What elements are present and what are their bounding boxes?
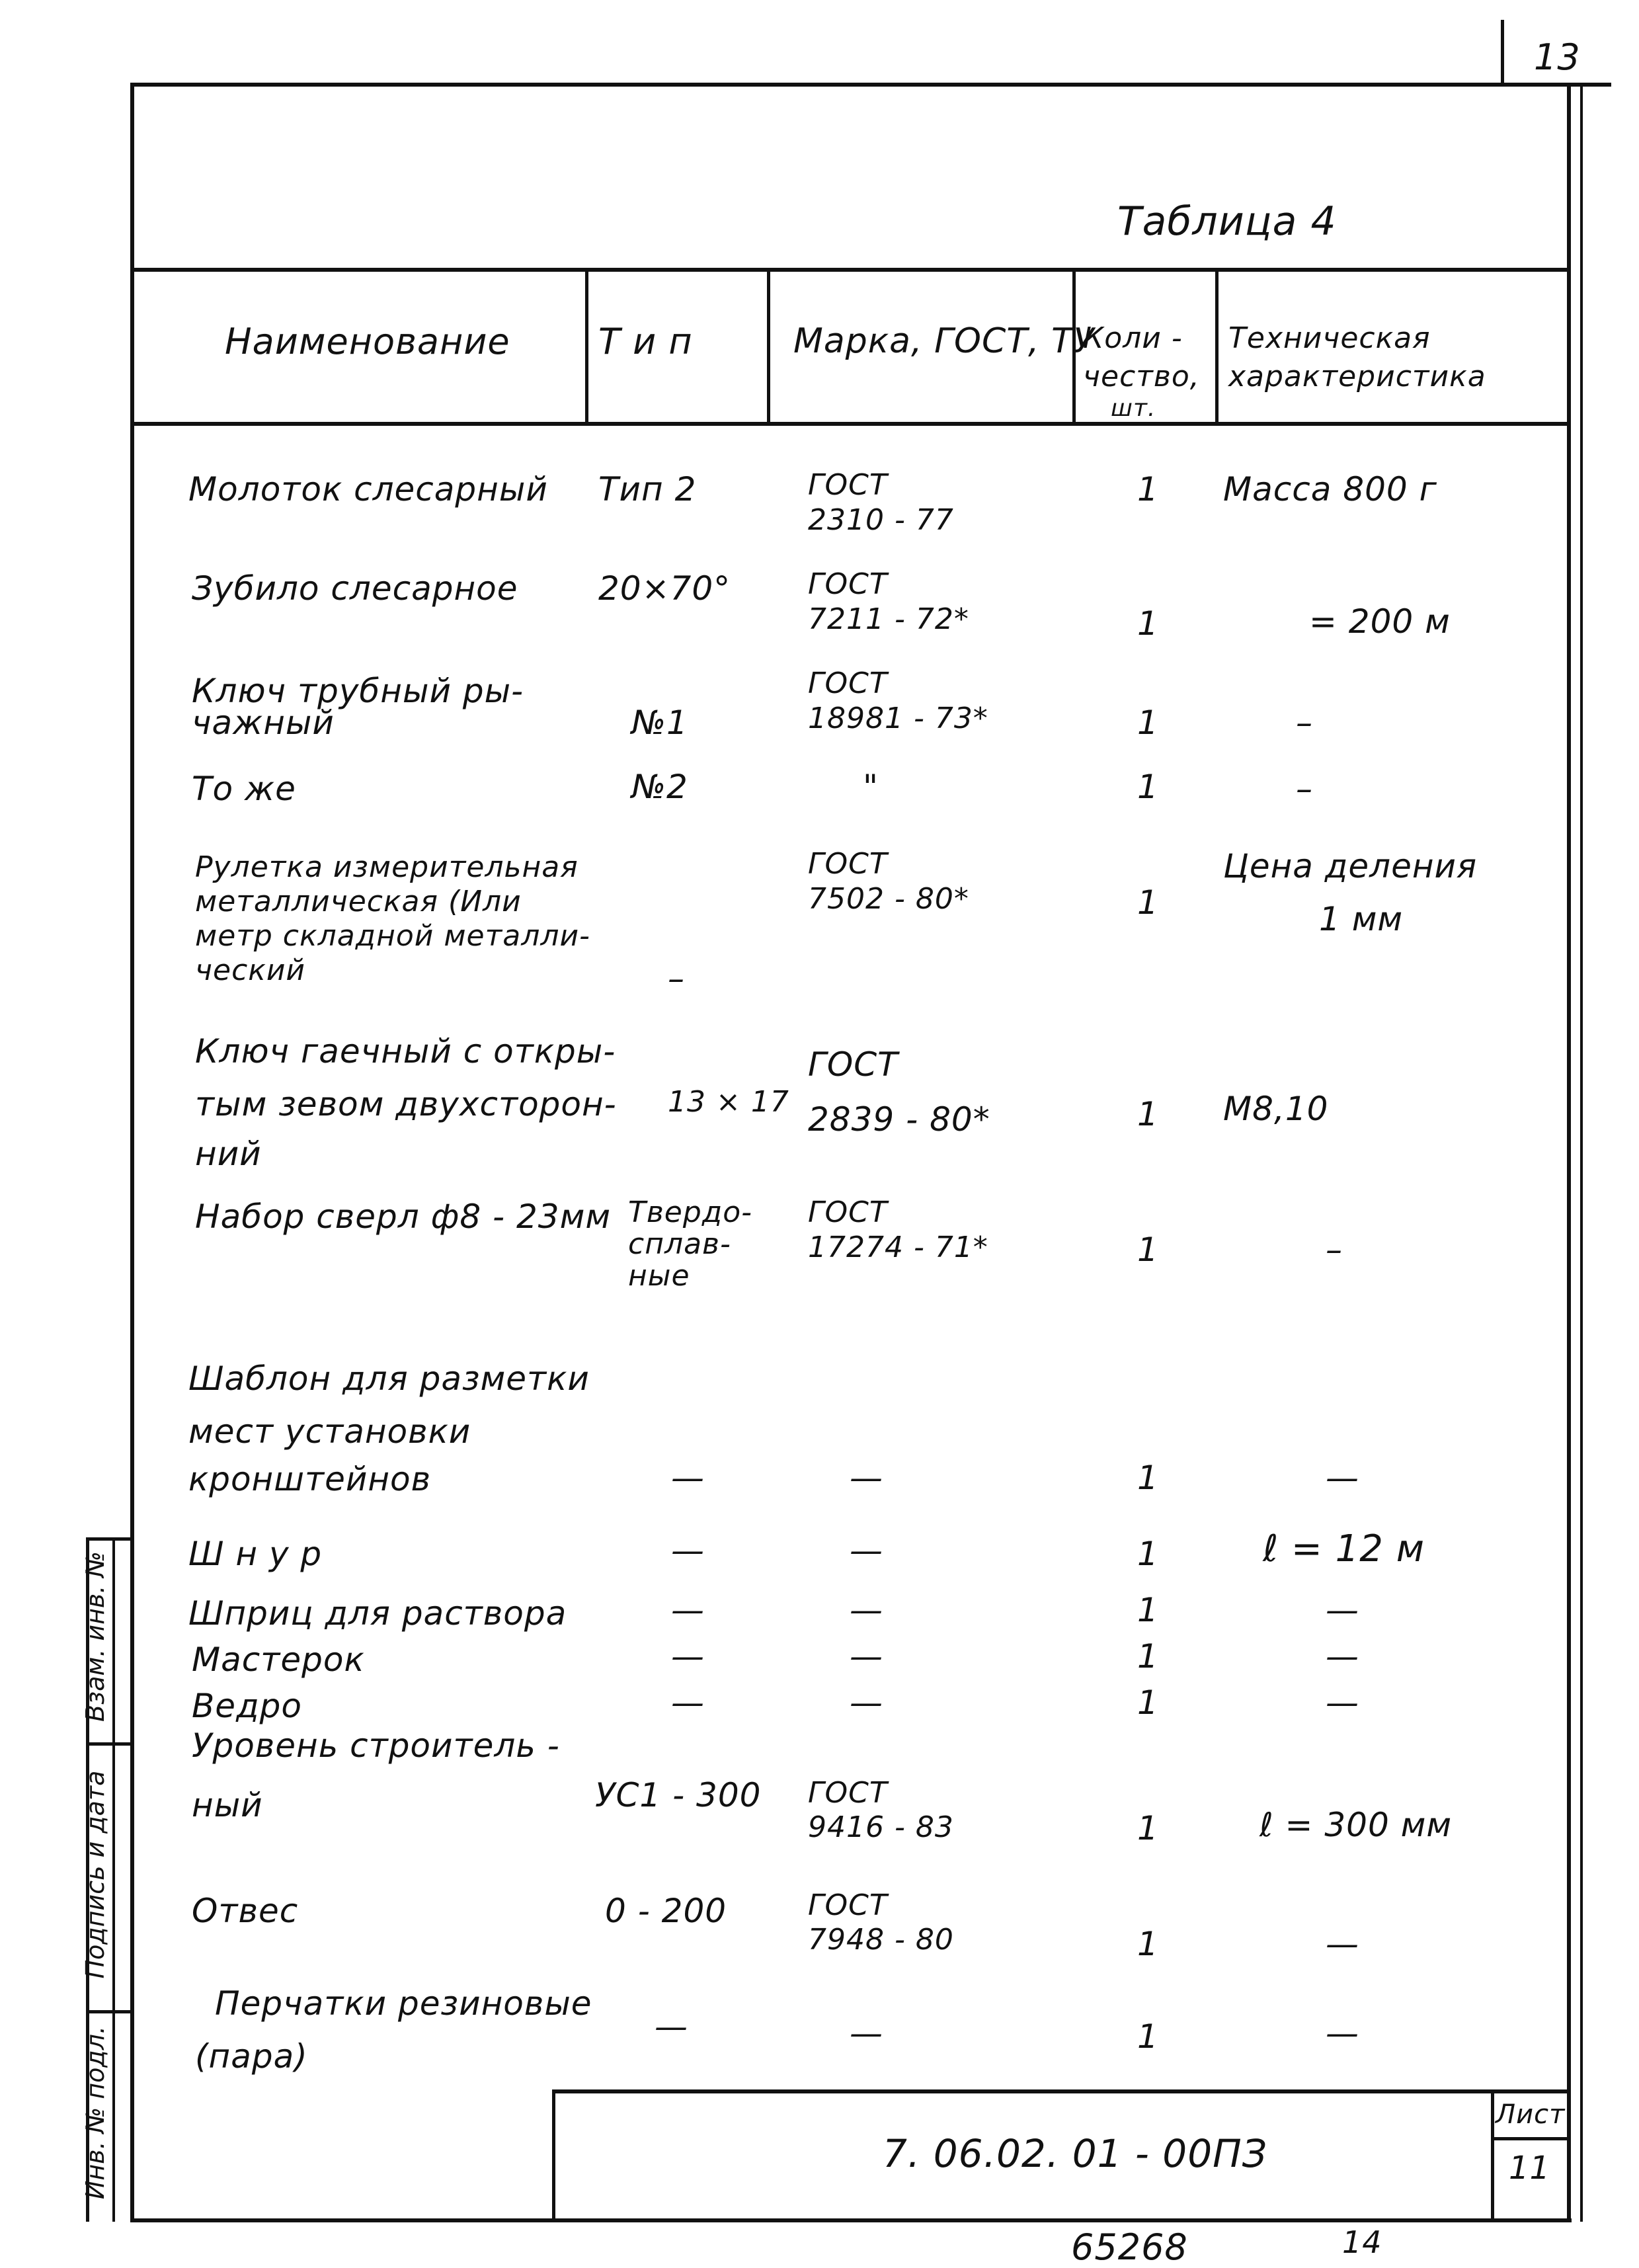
sheet-cell-left-line <box>1491 2089 1494 2222</box>
row3-mark-2: 18981 - 73* <box>808 702 988 735</box>
row1-mark-1: ГОСТ <box>808 468 888 502</box>
row3-name-1: Ключ трубный ры- <box>192 672 524 710</box>
row9-mark: — <box>850 1531 883 1570</box>
row4-mark: " <box>863 768 879 806</box>
row1-qty: 1 <box>1137 470 1159 508</box>
row14-spec: — <box>1326 1925 1359 1963</box>
stamp-inner-line <box>112 1537 115 2222</box>
row14-type: 0 - 200 <box>605 1892 727 1930</box>
row13-name-1: Уровень строитель - <box>192 1726 560 1765</box>
header-divider-2 <box>767 268 770 425</box>
row6-mark-2: 2839 - 80* <box>808 1100 990 1139</box>
row14-mark-1: ГОСТ <box>808 1888 888 1922</box>
header-top-line <box>130 268 1570 272</box>
row12-mark: — <box>850 1683 883 1722</box>
row5-name-3: метр складной металли- <box>195 919 590 953</box>
page-number-top: 13 <box>1534 36 1581 78</box>
doc-code: 7. 06.02. 01 - 00ПЗ <box>883 2131 1267 2176</box>
row10-type: — <box>671 1591 705 1629</box>
header-name: Наименование <box>225 321 510 362</box>
row9-qty: 1 <box>1137 1535 1159 1573</box>
row6-name-2: тым зевом двухсторон- <box>195 1085 617 1123</box>
header-qty-line1: Коли - <box>1083 321 1183 355</box>
row11-qty: 1 <box>1137 1637 1159 1676</box>
frame-top-border <box>130 83 1611 87</box>
header-type: Т и п <box>598 321 693 362</box>
row15-mark: — <box>850 2014 883 2052</box>
row7-spec: – <box>1326 1231 1343 1269</box>
row9-spec: ℓ = 12 м <box>1263 1527 1425 1570</box>
header-qty-line3: шт. <box>1111 395 1156 422</box>
row5-name-4: ческий <box>195 953 306 987</box>
row5-name-1: Рулетка измерительная <box>195 850 579 884</box>
row11-name: Мастерок <box>192 1640 365 1679</box>
row2-name: Зубило слесарное <box>192 569 518 608</box>
header-qty-line2: чество, <box>1083 360 1200 393</box>
row3-mark-1: ГОСТ <box>808 667 888 700</box>
row3-qty: 1 <box>1137 704 1159 742</box>
row12-qty: 1 <box>1137 1683 1159 1722</box>
row5-mark-2: 7502 - 80* <box>808 882 969 916</box>
row15-qty: 1 <box>1137 2017 1159 2056</box>
sheet-number: 11 <box>1509 2150 1551 2187</box>
row5-name-2: металлическая (Или <box>195 885 522 918</box>
row7-type-1: Твердо- <box>628 1195 753 1229</box>
stamp-replace-inv: Взам. инв. № <box>81 1551 110 1722</box>
row5-spec-1: Цена деления <box>1223 847 1478 885</box>
row7-type-2: сплав- <box>628 1227 731 1261</box>
bottom-page-number: 14 <box>1342 2224 1382 2260</box>
row2-mark-2: 7211 - 72* <box>808 602 969 636</box>
row15-spec: — <box>1326 2014 1359 2052</box>
row10-mark: — <box>850 1591 883 1629</box>
row15-type: — <box>655 2007 688 2046</box>
row8-name-1: Шаблон для разметки <box>188 1359 590 1398</box>
row1-name: Молоток слесарный <box>188 470 548 508</box>
row15-name-2: (пара) <box>195 2037 308 2076</box>
header-bottom-line <box>130 422 1570 426</box>
row1-type: Тип 2 <box>598 470 697 508</box>
row6-name-1: Ключ гаечный с откры- <box>195 1032 616 1071</box>
row4-spec: – <box>1296 770 1313 808</box>
row13-mark-2: 9416 - 83 <box>808 1810 954 1844</box>
archive-number: 65268 <box>1071 2226 1188 2268</box>
row13-mark-1: ГОСТ <box>808 1776 888 1810</box>
row11-spec: — <box>1326 1637 1359 1676</box>
row9-name: Ш н у р <box>188 1535 323 1573</box>
row14-name: Отвес <box>192 1892 299 1930</box>
row6-spec: М8,10 <box>1223 1090 1329 1128</box>
header-divider-4 <box>1215 268 1219 425</box>
row7-type-3: ные <box>628 1259 690 1293</box>
row13-type: УС1 - 300 <box>595 1776 762 1814</box>
row4-qty: 1 <box>1137 768 1159 806</box>
row6-qty: 1 <box>1137 1095 1159 1133</box>
row5-mark-1: ГОСТ <box>808 847 888 881</box>
row7-name: Набор сверл ф8 - 23мм <box>195 1197 612 1236</box>
row6-mark-1: ГОСТ <box>808 1045 899 1084</box>
row8-spec: — <box>1326 1459 1359 1497</box>
row4-type: №2 <box>631 768 688 806</box>
sheet-cell-divider <box>1491 2137 1570 2140</box>
row5-qty: 1 <box>1137 883 1159 922</box>
row14-qty: 1 <box>1137 1925 1159 1963</box>
row6-name-3: ний <box>195 1135 262 1173</box>
row9-type: — <box>671 1531 705 1570</box>
header-spec-line2: характеристика <box>1228 360 1486 393</box>
frame-right-border <box>1567 83 1571 2222</box>
row2-spec: = 200 м <box>1309 602 1451 641</box>
header-mark: Марка, ГОСТ, ТУ <box>793 321 1095 361</box>
row10-spec: — <box>1326 1591 1359 1629</box>
row8-qty: 1 <box>1137 1459 1159 1497</box>
row5-type: – <box>668 959 685 998</box>
row1-mark-2: 2310 - 77 <box>808 503 954 537</box>
stamp-inv-no: Инв. № подл. <box>81 2025 110 2200</box>
row6-type: 13 × 17 <box>668 1085 789 1119</box>
row13-qty: 1 <box>1137 1809 1159 1847</box>
row11-mark: — <box>850 1637 883 1676</box>
title-block-left-line <box>552 2089 555 2222</box>
row12-type: — <box>671 1683 705 1722</box>
row13-name-2: ный <box>192 1786 263 1824</box>
page-number-divider <box>1501 20 1504 86</box>
sheet-label: Лист <box>1496 2099 1566 2130</box>
row2-qty: 1 <box>1137 604 1159 643</box>
row7-mark-2: 17274 - 71* <box>808 1231 988 1264</box>
row3-type: №1 <box>631 704 688 742</box>
row8-type: — <box>671 1459 705 1497</box>
row11-type: — <box>671 1637 705 1676</box>
title-block-top-line <box>552 2089 1570 2093</box>
table-caption: Таблица 4 <box>1117 198 1337 245</box>
row7-mark-1: ГОСТ <box>808 1195 888 1229</box>
row8-name-3: кронштейнов <box>188 1460 432 1498</box>
header-divider-1 <box>585 268 588 425</box>
row14-mark-2: 7948 - 80 <box>808 1923 954 1957</box>
row13-spec: ℓ = 300 мм <box>1259 1806 1453 1844</box>
row7-qty: 1 <box>1137 1231 1159 1269</box>
row3-name-2: чажный <box>192 704 335 742</box>
row8-mark: — <box>850 1459 883 1497</box>
row12-spec: — <box>1326 1683 1359 1722</box>
row1-spec: Масса 800 г <box>1223 470 1437 508</box>
row10-name: Шприц для раствора <box>188 1594 567 1633</box>
row2-type: 20×70° <box>598 569 731 608</box>
frame-bottom-border <box>130 2218 1572 2222</box>
frame-left-border <box>130 83 134 2222</box>
frame-outer-right-line <box>1580 83 1583 2222</box>
header-spec-line1: Техническая <box>1228 321 1431 355</box>
row12-name: Ведро <box>192 1687 302 1725</box>
stamp-signature-date: Подпись и дата <box>81 1770 110 1979</box>
row15-name-1: Перчатки резиновые <box>215 1984 592 2023</box>
row8-name-2: мест установки <box>188 1412 471 1451</box>
row5-spec-2: 1 мм <box>1319 900 1404 938</box>
row10-qty: 1 <box>1137 1591 1159 1629</box>
row3-spec: – <box>1296 704 1313 742</box>
row4-name: То же <box>192 770 296 808</box>
row2-mark-1: ГОСТ <box>808 567 888 601</box>
